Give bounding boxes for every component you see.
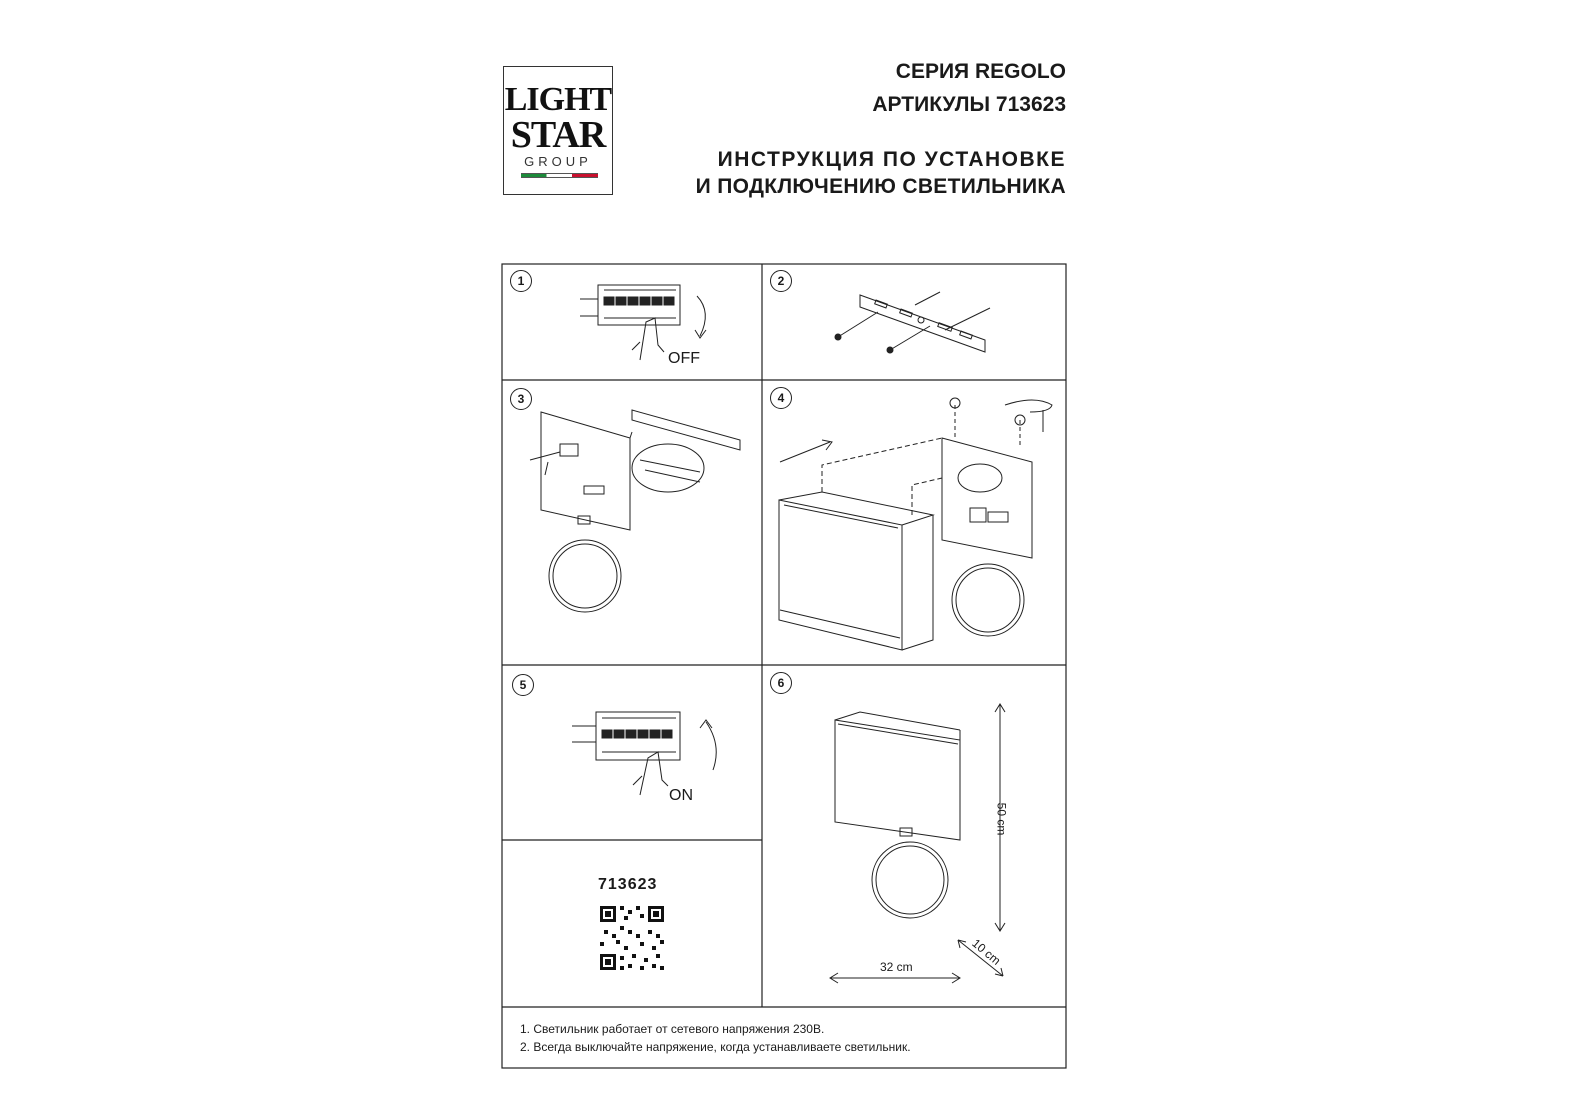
logo-line-2: STAR xyxy=(510,114,606,156)
off-label: OFF xyxy=(668,350,700,367)
step-number-3: 3 xyxy=(510,388,532,410)
articles-title: АРТИКУЛЫ 713623 xyxy=(872,93,1066,116)
step-number-2: 2 xyxy=(770,270,792,292)
logo-line-1: LIGHT xyxy=(504,81,612,118)
logo-line-3: GROUP xyxy=(524,154,592,169)
notes-block xyxy=(520,1020,911,1056)
instruction-title-line-1: ИНСТРУКЦИЯ ПО УСТАНОВКЕ xyxy=(717,148,1066,171)
instruction-title-line-2: И ПОДКЛЮЧЕНИЮ СВЕТИЛЬНИКА xyxy=(695,175,1066,198)
note-item: 1. Светильник работает от сетевого напряжения 230В. xyxy=(520,1022,825,1036)
note-item: 2. Всегда выключайте напряжение, когда устанавливаете светильник. xyxy=(520,1040,911,1054)
width-dimension-label: 32 cm xyxy=(880,960,913,974)
step-number-1: 1 xyxy=(510,270,532,292)
step-number-4: 4 xyxy=(770,387,792,409)
series-title: СЕРИЯ REGOLO xyxy=(895,60,1066,83)
product-code: 713623 xyxy=(598,876,658,893)
depth-dimension-label: 10 cm xyxy=(969,936,1004,968)
step-number-6: 6 xyxy=(770,672,792,694)
height-dimension-label: 50 cm xyxy=(994,802,1009,836)
on-label: ON xyxy=(669,787,693,804)
step-number-5: 5 xyxy=(512,674,534,696)
